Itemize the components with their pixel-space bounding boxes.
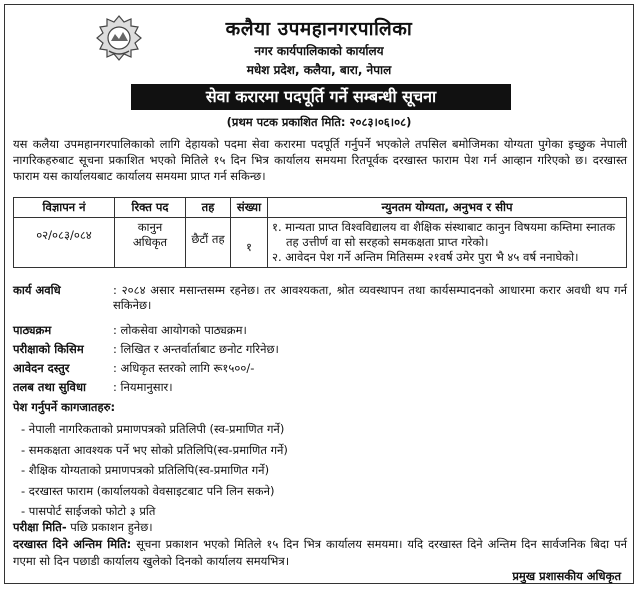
- syllabus-value: : लोकसेवा आयोगको पाठ्यक्रम।: [113, 323, 247, 337]
- col-header-adv-no: विज्ञापन नं: [14, 198, 115, 218]
- list-item: - दरखास्त फाराम (कार्यालयको वेवसाइटबाट पनि लिन सकने): [21, 483, 275, 498]
- exam-date-line: [13, 519, 627, 536]
- salary-row: [13, 380, 627, 395]
- fee-value: : अधिकृत स्तरको लागि रू१५००/-: [113, 361, 255, 375]
- signature-title: प्रमुख प्रशासकीय अधिकृत: [512, 569, 621, 583]
- qualification-item: १. मान्यता प्राप्त विश्वविद्यालय वा शैक्षिक संस्थाबाट कानुन विषयमा कम्तिमा स्नातक तह उत्तीर्ण वा सो सरहको समकक्षता प्राप्त गरेको।: [272, 220, 616, 249]
- col-header-level: तह: [186, 198, 231, 218]
- fee-row: [13, 361, 627, 376]
- list-item: - शैक्षिक योग्यताको प्रमाणपत्रको प्रतिलिपि(स्व-प्रमाणित गर्ने): [21, 463, 270, 477]
- cell-post: कानुन अधिकृत: [115, 218, 186, 268]
- col-header-count: संख्या: [231, 198, 268, 218]
- table-header-row: [14, 198, 627, 218]
- qualification-item: २. आवेदन पेश गर्ने अन्तिम मितिसम्म २१वर्ष उमेर पुरा भै ४५ वर्ष ननाघेको।: [272, 250, 579, 264]
- cell-level: छैटौं तह: [186, 218, 231, 268]
- table-row: [14, 218, 627, 268]
- syllabus-label: पाठ्यक्रम: [13, 323, 52, 337]
- syllabus-row: [13, 323, 627, 338]
- notice-page: [4, 4, 634, 584]
- term-row: [13, 283, 627, 313]
- publish-date: (प्रथम पटक प्रकाशित मिति: २०८३।०६।०८): [226, 115, 412, 129]
- fee-label: आवेदन दस्तुर: [13, 361, 70, 375]
- col-header-qualification: न्युनतम योग्यता, अनुभव र सीप: [268, 198, 627, 218]
- list-item: - पासपोर्ट साईजको फोटो ३ प्रति: [21, 504, 156, 518]
- list-item: - समकक्षता आवश्यक पर्ने भए सोको प्रतिलिपि(स्व-प्रमाणित गर्ने): [21, 442, 288, 457]
- notice-title-banner: सेवा करारमा पदपूर्ति गर्ने सम्बन्धी सूचना: [131, 84, 511, 110]
- vacancy-table: [13, 197, 627, 268]
- cell-qualifications: [268, 218, 627, 268]
- intro-paragraph: यस कलैया उपमहानगरपालिकाको लागि देहायको पदमा सेवा करारमा पदपूर्ति गर्नुपर्ने भएकोले तपसिल बमोजिमका योग्यता पुगेका इच्छुक नेपाली नागरिकहरुबाट सूचना प्रकाशित भएको मितिले १५ दिन भित्र कार्यालय समयमा रितपूर्वक दरखास्त फाराम पेश गर्न आव्हान गरिएको छ। दरखास्त फाराम यस कार्यालयबाट कार्यालय समयमा प्राप्त गर्न सकिन्छ।: [13, 137, 627, 183]
- exam-type-row: [13, 342, 627, 357]
- office-address: मधेश प्रदेश, कलैया, बारा, नेपाल: [246, 63, 392, 77]
- deadline-value: सूचना प्रकाशन भएको मितिले १५ दिन भित्र कार्यालय समयमा। यदि दरखास्त दिने अन्तिम दिन सार्वजनिक बिदा पर्न गएमा सो दिन पछाडी कार्यालय खुलेको दिनको कार्यालय समयभित्र।: [13, 537, 627, 568]
- deadline-paragraph: [13, 536, 627, 570]
- documents-heading: पेश गर्नुपर्ने कागजातहरु:: [13, 400, 116, 414]
- term-label: कार्य अवधि: [13, 283, 61, 297]
- deadline-label: दरखास्त दिने अन्तिम मिति:: [13, 537, 132, 551]
- office-name: नगर कार्यपालिकाको कार्यालय: [254, 44, 384, 58]
- org-name: कलैया उपमहानगरपालिका: [225, 18, 413, 40]
- salary-label: तलब तथा सुविधा: [13, 380, 87, 394]
- col-header-post: रिक्त पद: [115, 198, 186, 218]
- exam-type-value: : लिखित र अन्तर्वार्ताबाट छनोट गरिनेछ।: [113, 342, 279, 356]
- exam-date-value: पछि प्रकाशन हुनेछ।: [66, 520, 153, 534]
- list-item: - नेपाली नागरिकताको प्रमाणपत्रको प्रतिलिपी (स्व-प्रमाणित गर्ने): [21, 422, 285, 436]
- cell-adv-no: ०२/०८३/०८४: [14, 218, 115, 268]
- salary-value: : नियमानुसार।: [113, 380, 173, 394]
- exam-type-label: परीक्षाको किसिम: [13, 342, 84, 356]
- documents-list: [13, 419, 627, 522]
- term-value: : २०८४ असार मसान्तसम्म रहनेछ। तर आवश्यकता, श्रोत व्यवस्थापन तथा कार्यसम्पादनको आधारमा करार अवधी थप गर्न सकिनेछ।: [113, 283, 627, 312]
- cell-count: १: [231, 218, 268, 268]
- exam-date-label: परीक्षा मिति-: [13, 520, 67, 534]
